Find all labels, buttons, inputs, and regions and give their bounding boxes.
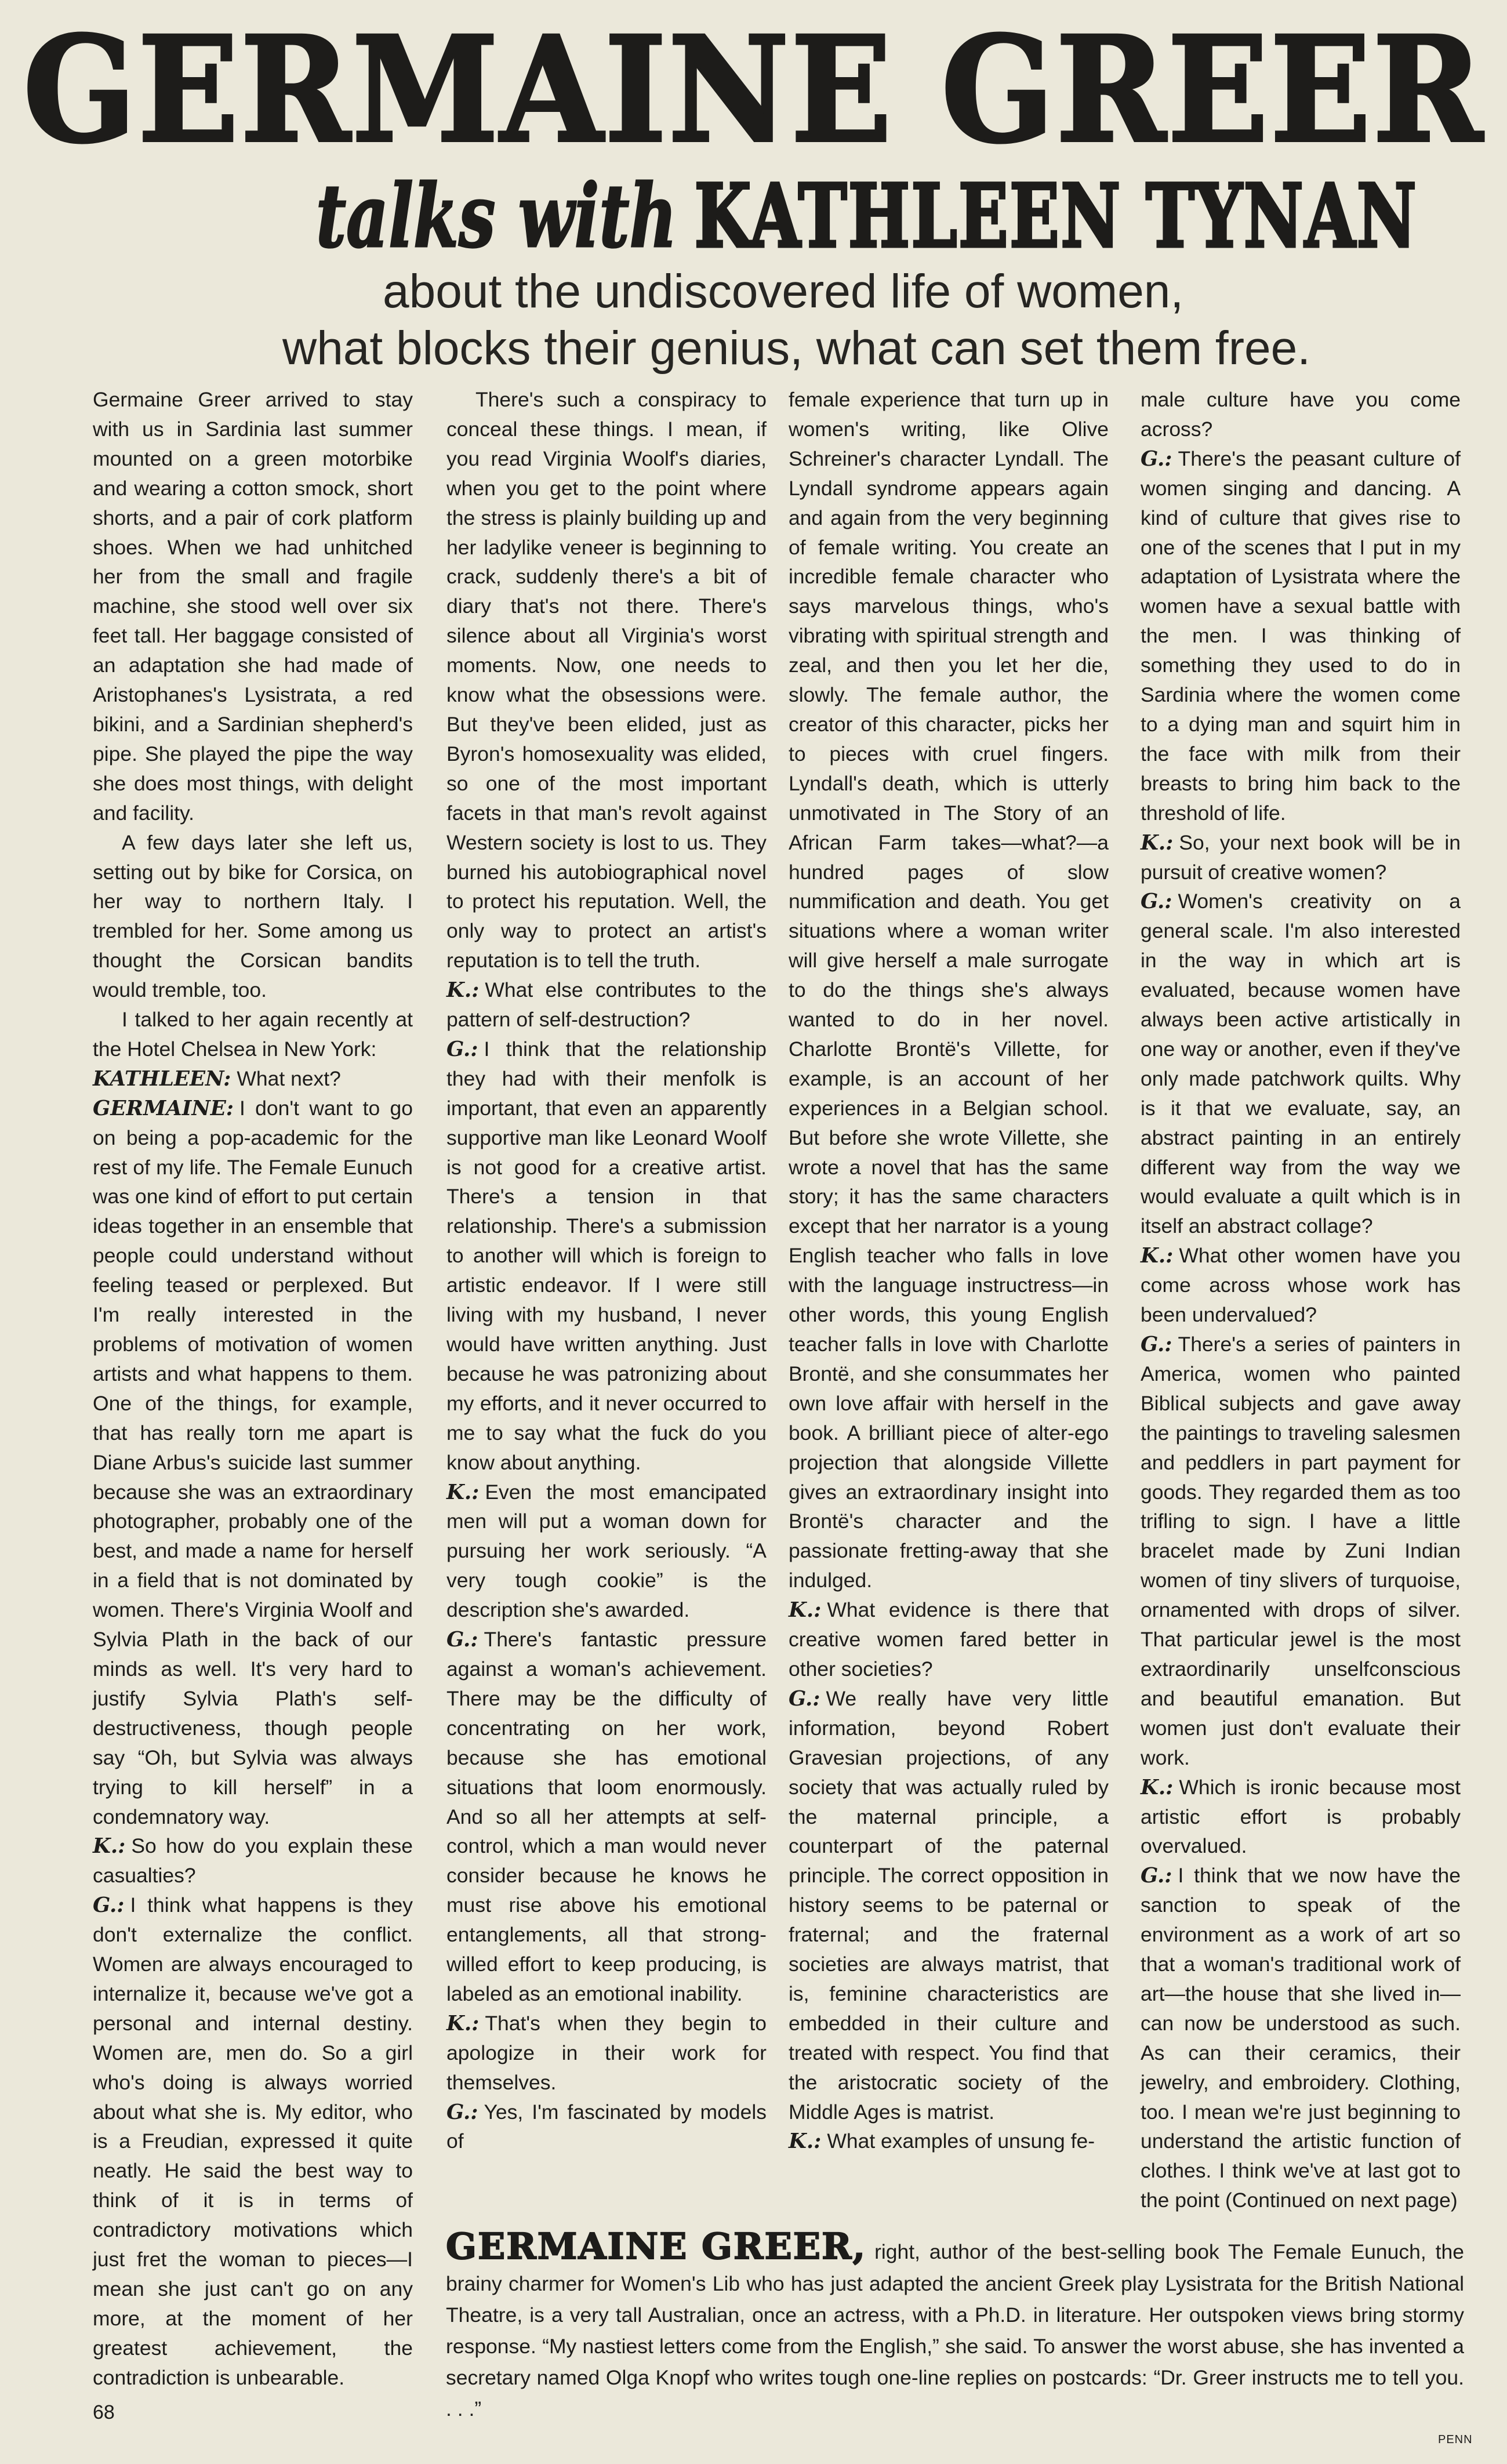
paragraph-text: Which is ironic because most artistic effort is probably overvalued. — [1141, 1775, 1461, 1858]
speaker-label: G.: — [446, 1037, 478, 1061]
speaker-label: K.: — [446, 1480, 480, 1504]
speaker-label: K.: — [93, 1834, 126, 1859]
interview-exchange — [93, 1064, 413, 1094]
paragraph-text: Even the most emancipated men will put a woman down for pursuing her work seriously. “A very tough cookie” is the description she's awarded. — [446, 1480, 767, 1622]
paragraph-text: We really have very little information, beyond Robert Gravesian projections, of any society that was actually ruled by the maternal principle, a counterpart of the paternal principle. The correct opposition in history seems to be paternal or fraternal; and the fraternal societies are always matrist, that is, feminine characteristics are embedded in their culture and treated with respect. You find that the aristocratic society of the Middle Ages is matrist. — [789, 1686, 1109, 2124]
tagline-line-1: about the undiscovered life of women, — [383, 265, 1184, 318]
speaker-label: G.: — [1141, 447, 1172, 471]
speaker-label: GERMAINE: — [93, 1096, 234, 1120]
paragraph-text: female experience that turn up in women's writing, like Olive Schreiner's character Lyndall. The Lyndall syndrome appears again and again from the very beginning of female writing. You create an incredible female character who says marvelous things, who's vibrating with spiritual strength and zeal, and then you let her die, slowly. The female author, the creator of this character, picks her to pieces with cruel fingers. Lyndall's death, which is utterly unmotivated in The Story of an African Farm takes—what?—a hundred pages of slow nummification and death. You get situations where a woman writer will give herself a male surrogate to do the things she's always wanted to do in her novel. Charlotte Brontë's Villette, for example, is an account of her experiences in a Belgian school. But before she wrote Villette, she wrote a novel that has the same story; it has the same characters except that her narrator is a young English teacher who falls in love with the language instructress—in other words, this young English teacher falls in love with Charlotte Brontë, and she consummates her own love affair with herself in the book. A brilliant piece of alter-ego projection that alongside Villette gives an extraordinary insight into Brontë's character and the passionate fretting-away that she indulged. — [789, 388, 1109, 1592]
interview-exchange — [1141, 444, 1461, 828]
article-column-2 — [446, 385, 767, 2156]
article-column-4 — [1141, 385, 1461, 2215]
interview-exchange — [1141, 1241, 1461, 1330]
photo-caption — [446, 2225, 1464, 2425]
speaker-label: K.: — [1141, 1244, 1174, 1268]
article-paragraph — [1141, 385, 1461, 444]
paragraph-text: Yes, I'm fascinated by models of — [446, 2100, 767, 2153]
paragraph-text: What evidence is there that creative women fared better in other societies? — [789, 1598, 1109, 1681]
interview-exchange — [1141, 1330, 1461, 1773]
speaker-label: G.: — [446, 1628, 478, 1652]
page-number: 68 — [93, 2401, 115, 2423]
paragraph-text: Women's creativity on a general scale. I'm also interested in the way in which art is evaluated, because women have always been active artistically in one way or another, even if they've only made patchwork quilts. Why is it that we evaluate, say, an abstract painting in an entirely different way from the way we would evaluate a quilt which is in itself an abstract collage? — [1141, 890, 1461, 1238]
interview-exchange — [93, 1094, 413, 1832]
paragraph-text: So, your next book will be in pursuit of creative women? — [1141, 830, 1461, 884]
paragraph-text: I think that the relationship they had with their menfolk is important, that even an apparently supportive man like Leonard Woolf is not good for a creative artist. There's a tension in that relationship. There's a submission to another will which is foreign to artistic endeavor. If I were still living with my husband, I never would have written anything. Just because he was patronizing about my efforts, and it never occurred to me to say what the fuck do you know about anything. — [446, 1037, 767, 1474]
headline: GERMAINE GREER — [23, 4, 1484, 175]
interview-exchange — [1141, 828, 1461, 887]
speaker-label: K.: — [1141, 1775, 1174, 1799]
interview-exchange — [446, 1035, 767, 1478]
speaker-label: K.: — [446, 978, 480, 1003]
tagline-line-2: what blocks their genius, what can set them free. — [282, 322, 1311, 375]
interview-exchange — [93, 1890, 413, 2392]
subheadline-interviewer: KATHLEEN TYNAN — [694, 165, 1418, 267]
interview-exchange — [446, 2098, 767, 2157]
article-paragraph — [93, 1005, 413, 1064]
paragraph-text: What else contributes to the pattern of self-destruction? — [446, 978, 767, 1032]
interview-exchange — [1141, 887, 1461, 1241]
paragraph-text: So how do you explain these casualties? — [93, 1834, 413, 1888]
speaker-label: G.: — [1141, 890, 1172, 914]
interview-exchange — [446, 975, 767, 1035]
article-column-1 — [93, 385, 413, 2393]
paragraph-text: There's such a conspiracy to conceal these things. I mean, if you read Virginia Woolf's diaries, when you get to the point where the stress is plainly building up and her ladylike veneer is beginning to crack, suddenly there's a bit of diary that's not there. There's silence about all Virginia's worst moments. Now, one needs to know what the obsessions were. But they've been elided, just as Byron's homosexuality was elided, so one of the most important facets in that man's revolt against Western society is lost to us. They burned his autobiographical novel to protect his reputation. Well, the only way to protect an artist's reputation is to tell the truth. — [446, 388, 767, 972]
paragraph-text: A few days later she left us, setting out by bike for Corsica, on her way to northern Italy. I trembled for her. Some among us thought the Corsican bandits would tremble, too. — [93, 830, 413, 1002]
interview-exchange — [446, 2009, 767, 2098]
paragraph-text: There's the peasant culture of women singing and dancing. A kind of culture that gives rise to one of the scenes that I put in my adaptation of Lysistrata where the women have a sexual battle with the men. I was thinking of something they used to do in Sardinia where the women come to a dying man and squirt him in the face with milk from their breasts to bring him back to the threshold of life. — [1141, 447, 1461, 825]
speaker-label: K.: — [789, 1598, 822, 1623]
photo-credit: PENN — [1438, 2433, 1473, 2446]
interview-exchange — [446, 1625, 767, 2009]
interview-exchange — [1141, 1861, 1461, 2215]
paragraph-text: What examples of unsung fe- — [827, 2129, 1095, 2153]
speaker-label: G.: — [93, 1893, 125, 1918]
interview-exchange — [93, 1831, 413, 1890]
interview-exchange — [446, 1478, 767, 1625]
paragraph-text: male culture have you come across? — [1141, 388, 1461, 441]
interview-exchange — [789, 2126, 1109, 2156]
paragraph-text: That's when they begin to apologize in their work for themselves. — [446, 2011, 767, 2094]
speaker-label: K.: — [789, 2129, 822, 2154]
interview-exchange — [789, 1684, 1109, 2127]
article-paragraph — [93, 385, 413, 828]
paragraph-text: There's a series of painters in America, women who painted Biblical subjects and gave away the paintings to traveling salesmen and peddlers in part payment for goods. They regarded them as too trifling to sign. I have a little bracelet made by Zuni Indian women of tiny slivers of turquoise, ornamented with drops of silver. That particular jewel is the most extraordinarily unselfconscious and beautiful emanation. But women just don't evaluate their work. — [1141, 1333, 1461, 1769]
article-paragraph — [446, 385, 767, 975]
speaker-label: K.: — [1141, 830, 1174, 855]
paragraph-text: I think that we now have the sanction to speak of the environment as a work of art so that a woman's traditional work of art—the house that she lived in—can now be understood as such. As can their ceramics, their jewelry, and embroidery. Clothing, too. I mean we're just beginning to understand the artistic function of clothes. I think we've at last got to the point (Continued on next page) — [1141, 1864, 1461, 2212]
subheadline — [316, 165, 1418, 267]
speaker-label: G.: — [446, 2100, 478, 2124]
paragraph-text: What other women have you come across whose work has been undervalued? — [1141, 1244, 1461, 1327]
speaker-label: G.: — [1141, 1864, 1172, 1888]
caption-text: right, author of the best-selling book The Female Eunuch, the brainy charmer for Women's Lib who has just adapted the ancient Greek play Lysistrata for the British National Theatre, is a very tall Australian, once an actress, with a Ph.D. in literature. Her outspoken views bring stormy response. “My nastiest letters come from the English,” she said. To answer the worst abuse, she has invented a secretary named Olga Knopf who writes tough one-line replies on postcards: “Dr. Greer instructs me to tell you. . . .” — [446, 2240, 1464, 2421]
paragraph-text: Germaine Greer arrived to stay with us in Sardinia last summer mounted on a green motorbike and wearing a cotton smock, short shorts, and a pair of cork platform shoes. When we had unhitched her from the small and fragile machine, she stood well over six feet tall. Her baggage consisted of an adaptation she had made of Aristophanes's Lysistrata, a red bikini, and a Sardinian shepherd's pipe. She played the pipe the way she does most things, with delight and facility. — [93, 388, 413, 825]
paragraph-text: I don't want to go on being a pop-academic for the rest of my life. The Female Eunuch was one kind of effort to put certain ideas together in an ensemble that people could understand without feeling teased or perplexed. But I'm really interested in the problems of motivation of women artists and what happens to them. One of the things, for example, that has really torn me apart is Diane Arbus's suicide last summer because she was an extraordinary photographer, probably one of the best, and made a name for herself in a field that is not dominated by women. There's Virginia Woolf and Sylvia Plath in the back of our minds as well. It's very hard to justify Sylvia Plath's self-destructiveness, though people say “Oh, but Sylvia was always trying to kill herself” in a condemnatory way. — [93, 1096, 413, 1828]
interview-exchange — [789, 1595, 1109, 1684]
article-paragraph — [789, 385, 1109, 1595]
paragraph-text: I talked to her again recently at the Hotel Chelsea in New York: — [93, 1008, 413, 1061]
speaker-label: G.: — [789, 1686, 820, 1711]
paragraph-text: What next? — [237, 1066, 341, 1090]
interview-exchange — [1141, 1773, 1461, 1861]
speaker-label: K.: — [446, 2011, 480, 2035]
speaker-label: G.: — [1141, 1333, 1172, 1356]
speaker-label: KATHLEEN: — [93, 1066, 231, 1091]
caption-name: GERMAINE GREER, — [446, 2225, 867, 2267]
paragraph-text: There's fantastic pressure against a woman's achievement. There may be the difficulty of concentrating on her work, because she has emotional situations that loom enormously. And so all her attempts at self-control, which a man would never consider because he knows he must rise above his emotional entanglements, all that strong-willed effort to keep producing, is labeled as an emotional inability. — [446, 1628, 767, 2005]
article-column-3 — [789, 385, 1109, 2156]
article-paragraph — [93, 828, 413, 1005]
paragraph-text: I think what happens is they don't externalize the conflict. Women are always encouraged to internalize it, because we've got a personal and internal destiny. Women are, men do. So a girl who's doing is always worried about what she is. My editor, who is a Freudian, expressed it quite neatly. He said the best way to think of it is in terms of contradictory motivations which just fret the woman to pieces—I mean she just can't go on any more, at the moment of her greatest achievement, the contradiction is unbearable. — [93, 1893, 413, 2389]
subheadline-talks-with: talks with — [316, 165, 677, 267]
